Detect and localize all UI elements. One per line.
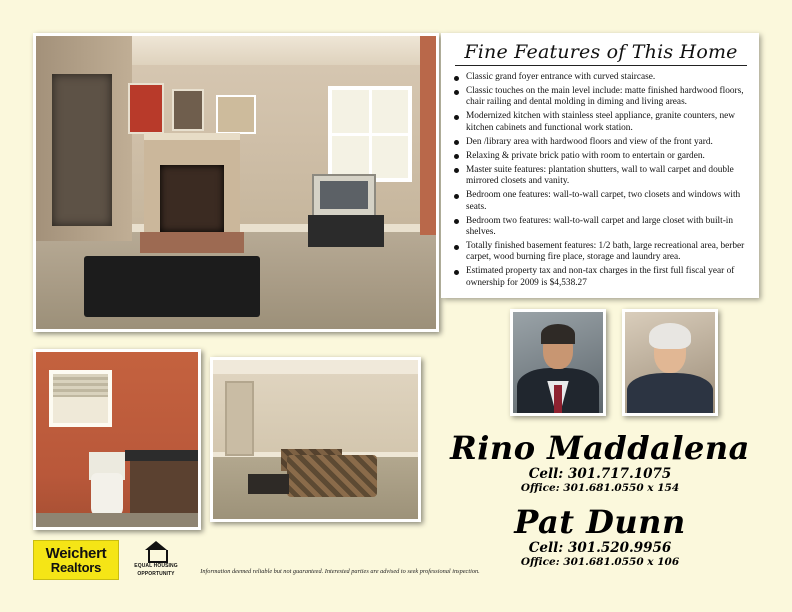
features-divider: [455, 65, 747, 66]
eho-line1: EQUAL HOUSING: [134, 563, 178, 569]
photo-doorway: [52, 74, 112, 226]
basement-sofa: [287, 455, 377, 496]
agent-contact-block: [441, 430, 759, 578]
living-room-photo: [33, 33, 439, 332]
photo-accent-wall: [420, 36, 436, 235]
list-item: Bedroom one features: wall-to-wall carpet, two closets and windows with seats.: [453, 190, 749, 213]
photo-television: [312, 174, 376, 219]
list-item: Totally finished basement features: 1/2 bath, large recreational area, berber carpet, wood burning fire place, storage and laundry area.: [453, 241, 749, 264]
photo-window: [328, 86, 412, 182]
agent-office-phone: Office: 301.681.0550 x 106: [520, 556, 680, 568]
agent-cell-phone: Cell: 301.717.1075: [528, 466, 672, 482]
disclaimer-text: Information deemed reliable but not guaranteed. Interested parties are advised to seek professional inspection.: [200, 568, 480, 575]
basement-photo: [210, 357, 421, 522]
portrait-tie: [554, 385, 561, 413]
equal-housing-opportunity-logo: [128, 541, 184, 578]
agent-portrait-pat-dunn: [622, 309, 718, 416]
list-item: Relaxing & private brick patio with room to entertain or garden.: [453, 151, 749, 162]
portrait-hair: [649, 323, 690, 349]
features-panel: [441, 33, 759, 298]
photo-firebox: [160, 165, 224, 232]
weichert-logo-line2: Realtors: [50, 559, 102, 575]
photo-tv-stand: [308, 215, 384, 247]
list-item: Classic grand foyer entrance with curved staircase.: [453, 72, 749, 83]
basement-coffee-table: [248, 474, 289, 493]
agent-office-phone: Office: 301.681.0550 x 154: [520, 482, 680, 494]
list-item: Modernized kitchen with stainless steel appliance, granite counters, new kitchen cabinets and functional work station.: [453, 111, 749, 134]
house-body-shape: [148, 550, 168, 563]
bath-countertop: [125, 450, 198, 461]
list-item: Classic touches on the main level include: matte finished hardwood floors, chair railing and dental molding in diming and living areas.: [453, 86, 749, 109]
portrait-suit: [627, 373, 713, 413]
house-roof-shape: [145, 541, 167, 550]
eho-line2: OPPORTUNITY: [137, 571, 175, 577]
features-list: [453, 72, 749, 289]
agent-name: Pat Dunn: [514, 503, 686, 541]
bath-toilet: [91, 473, 123, 519]
photo-wall-art-3: [216, 95, 256, 134]
agent-name: Rino Maddalena: [450, 429, 750, 467]
photo-brick-hearth: [140, 232, 244, 253]
list-item: Estimated property tax and non-tax charges in the first full fiscal year of ownership for 2009 is $4,538.27: [453, 266, 749, 289]
photo-sofa: [84, 256, 260, 318]
weichert-logo-line1: Weichert: [45, 544, 107, 562]
bath-window-blind: [53, 374, 108, 398]
photo-tv-screen: [320, 181, 368, 210]
features-title: Fine Features of This Home: [464, 41, 738, 63]
powder-room-photo: [33, 349, 201, 530]
agent-cell-phone: Cell: 301.520.9956: [528, 540, 672, 556]
bath-window: [49, 370, 112, 427]
bath-floor: [36, 513, 198, 527]
basement-door: [225, 381, 254, 457]
list-item: Master suite features: plantation shutters, wall to wall carpet and double mirrored closets and vanity.: [453, 165, 749, 188]
weichert-logo: [33, 540, 119, 580]
list-item: Den /library area with hardwood floors and view of the front yard.: [453, 137, 749, 148]
list-item: Bedroom two features: wall-to-wall carpet and large closet with built-in shelves.: [453, 216, 749, 239]
photo-wall-art-1: [128, 83, 164, 134]
basement-ceiling: [213, 360, 418, 374]
house-icon: [145, 541, 167, 561]
photo-wall-art-2: [172, 89, 204, 131]
portrait-hair: [541, 324, 575, 344]
agent-portrait-rino-maddalena: [510, 309, 606, 416]
